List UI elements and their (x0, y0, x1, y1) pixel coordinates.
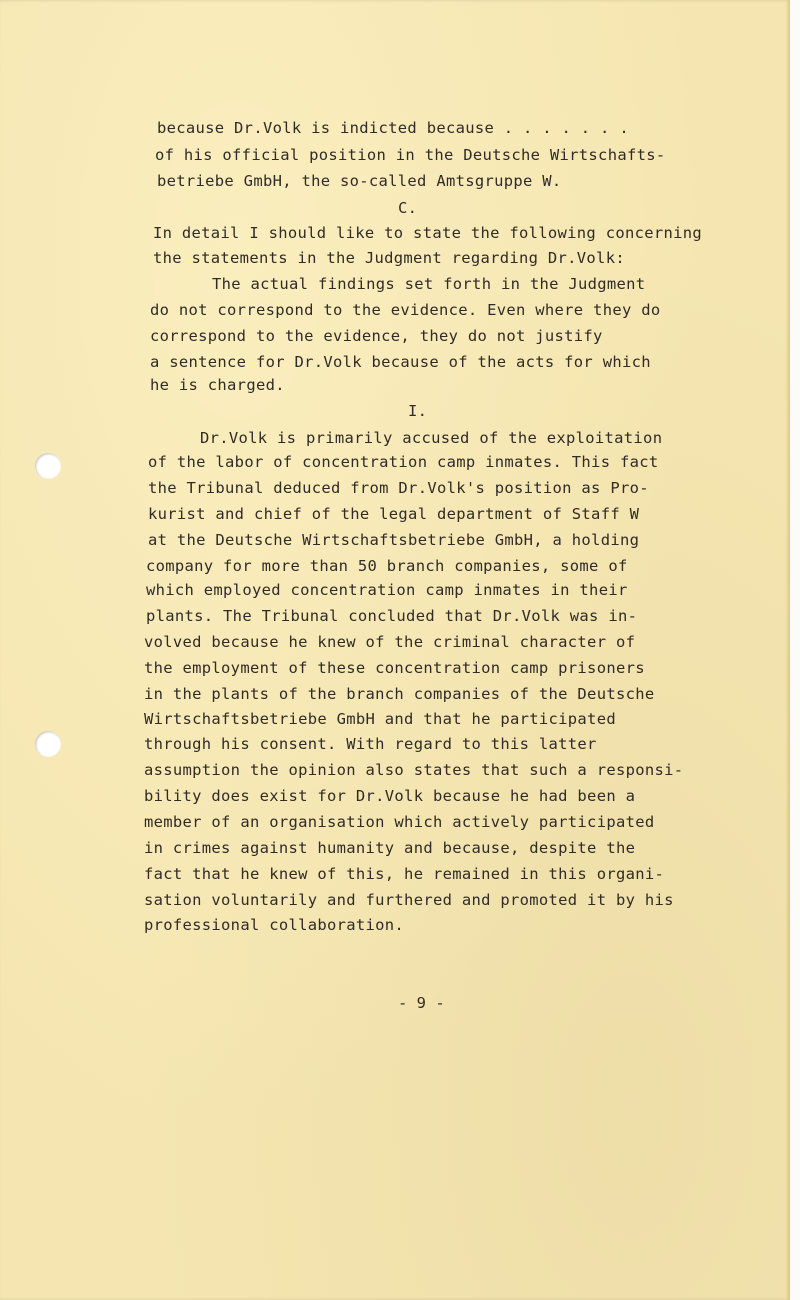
scan-margin (790, 0, 800, 1300)
text-line: Wirtschaftsbetriebe GmbH and that he participated (144, 710, 616, 728)
section-heading-c: C. (398, 199, 418, 217)
text-line: Dr.Volk is primarily accused of the exploitation (200, 429, 663, 447)
text-line: fact that he knew of this, he remained in this organi- (144, 865, 665, 883)
text-line: in crimes against humanity and because, despite the (144, 839, 636, 857)
text-line: betriebe GmbH, the so-called Amtsgruppe W. (157, 172, 562, 190)
page-number: - 9 - (398, 994, 445, 1012)
text-line: company for more than 50 branch companies, some of (146, 557, 628, 575)
text-line: a sentence for Dr.Volk because of the acts for which (150, 353, 651, 371)
text-line: because Dr.Volk is indicted because . . . . . . . (157, 119, 629, 137)
text-line: bility does exist for Dr.Volk because he had been a (144, 787, 636, 805)
text-line: at the Deutsche Wirtschaftsbetriebe GmbH, a holding (148, 531, 640, 549)
text-line: the employment of these concentration camp prisoners (144, 659, 645, 677)
text-line: in the plants of the branch companies of the Deutsche (144, 685, 655, 703)
text-line: kurist and chief of the legal department of Staff W (148, 505, 640, 523)
text-line: the statements in the Judgment regarding Dr.Volk: (153, 249, 625, 267)
text-line: through his consent. With regard to this latter (144, 735, 597, 753)
text-line: In detail I should like to state the following concerning (153, 224, 703, 242)
text-line: correspond to the evidence, they do not justify (150, 327, 603, 345)
text-line: he is charged. (150, 376, 285, 394)
text-line: volved because he knew of the criminal character of (144, 633, 636, 651)
text-line: assumption the opinion also states that such a responsi- (144, 761, 684, 779)
text-line: member of an organisation which actively participated (144, 813, 655, 831)
text-line: plants. The Tribunal concluded that Dr.Volk was in- (146, 607, 638, 625)
text-line: The actual findings set forth in the Judgment (212, 275, 646, 293)
section-heading-i: I. (408, 402, 428, 420)
text-line: the Tribunal deduced from Dr.Volk's position as Pro- (148, 479, 649, 497)
text-line: of the labor of concentration camp inmates. This fact (148, 453, 659, 471)
text-line: which employed concentration camp inmates in their (146, 581, 628, 599)
text-line: sation voluntarily and furthered and promoted it by his (144, 891, 674, 909)
text-line: do not correspond to the evidence. Even where they do (150, 301, 661, 319)
text-line: of his official position in the Deutsche Wirtschafts- (155, 146, 666, 164)
text-line: professional collaboration. (144, 916, 405, 934)
